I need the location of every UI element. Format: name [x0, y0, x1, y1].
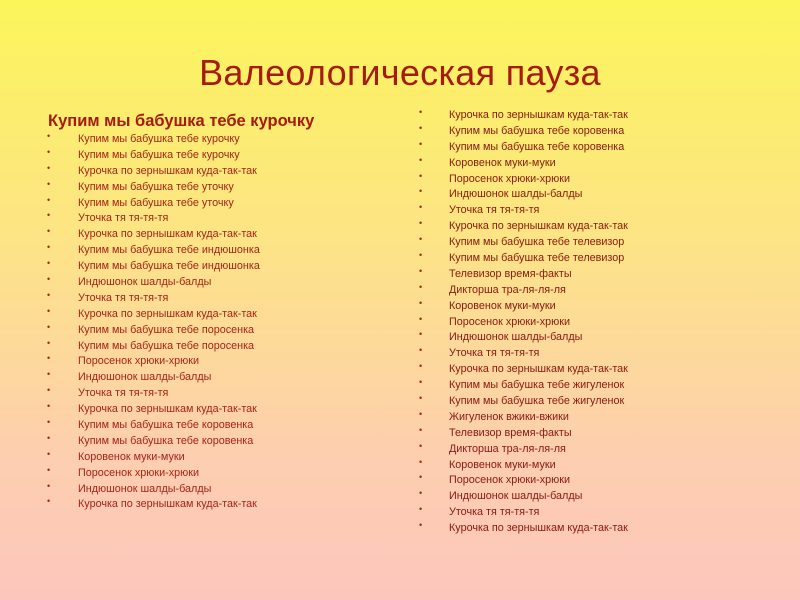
bullet-icon: • — [419, 234, 423, 245]
list-item-text: Дикторша тра-ля-ля-ля — [449, 442, 566, 455]
list-item — [418, 330, 628, 346]
list-item-text: Уточка тя тя-тя-тя — [78, 387, 169, 400]
bullet-icon: • — [419, 281, 423, 292]
list-item-text: Купим мы бабушка тебе жигуленок — [449, 379, 625, 392]
bullet-icon: • — [47, 305, 51, 316]
bullet-icon: • — [419, 218, 423, 229]
bullet-icon: • — [47, 417, 51, 428]
bullet-icon: • — [419, 520, 423, 531]
list-item-text: Купим мы бабушка тебе поросенка — [78, 339, 255, 352]
list-item — [46, 466, 260, 482]
list-item — [418, 172, 628, 188]
list-item — [46, 434, 260, 450]
list-item — [46, 354, 260, 370]
list-item — [46, 227, 260, 243]
list-item-text: Купим мы бабушка тебе индюшонка — [78, 244, 260, 257]
bullet-icon: • — [47, 258, 51, 269]
bullet-icon: • — [419, 202, 423, 213]
list-item-text: Индюшонок шалды-балды — [78, 482, 212, 495]
bullet-icon: • — [47, 432, 51, 443]
list-item — [418, 458, 628, 474]
bullet-icon: • — [419, 329, 423, 340]
list-item — [418, 203, 628, 219]
list-item — [46, 370, 260, 386]
bullet-icon: • — [419, 504, 423, 515]
list-item — [46, 132, 260, 148]
list-item-text: Купим мы бабушка тебе индюшонка — [78, 260, 260, 273]
list-item-text: Курочка по зернышкам куда-так-так — [78, 403, 257, 416]
bullet-icon: • — [47, 210, 51, 221]
list-item-text: Купим мы бабушка тебе коровенка — [449, 124, 625, 137]
bullet-icon: • — [419, 154, 423, 165]
list-item-text: Поросенок хрюки-хрюки — [78, 466, 199, 479]
list-item-text: Поросенок хрюки-хрюки — [78, 355, 199, 368]
list-item-text: Купим мы бабушка тебе телевизор — [449, 236, 625, 249]
bullet-icon: • — [419, 107, 423, 117]
list-item — [46, 402, 260, 418]
list-item-text: Индюшонок шалды-балды — [78, 371, 212, 384]
bullet-icon: • — [419, 170, 423, 181]
bullet-icon: • — [47, 274, 51, 285]
list-item — [418, 378, 628, 394]
bullet-icon: • — [419, 456, 423, 467]
list-item-text: Курочка по зернышкам куда-так-так — [78, 307, 257, 320]
bullet-icon: • — [419, 313, 423, 324]
list-item-text: Поросенок хрюки-хрюки — [449, 315, 570, 328]
bullet-icon: • — [419, 393, 423, 404]
bullet-icon: • — [47, 337, 51, 348]
bullet-icon: • — [47, 480, 51, 491]
list-item-text: Курочка по зернышкам куда-так-так — [78, 228, 257, 241]
list-item-text: Купим мы бабушка тебе уточку — [78, 196, 234, 209]
list-item — [46, 339, 260, 355]
bullet-icon: • — [419, 345, 423, 356]
bullet-icon: • — [47, 162, 51, 173]
list-item-text: Индюшонок шалды-балды — [449, 188, 583, 201]
list-item-text: Купим мы бабушка тебе коровенка — [78, 434, 254, 447]
list-item — [418, 124, 628, 140]
list-item-text: Уточка тя тя-тя-тя — [78, 291, 169, 304]
list-item-text: Индюшонок шалды-балды — [449, 490, 583, 503]
list-item — [46, 211, 260, 227]
bullet-icon: • — [419, 138, 423, 149]
list-item — [418, 505, 628, 521]
bullet-icon: • — [419, 472, 423, 483]
list-item — [418, 489, 628, 505]
list-item — [46, 307, 260, 323]
list-item-text: Коровенок муки-муки — [449, 299, 556, 312]
list-item-text: Курочка по зернышкам куда-так-так — [449, 363, 628, 376]
list-item — [46, 180, 260, 196]
bullet-icon: • — [47, 242, 51, 253]
list-item — [46, 243, 260, 259]
list-item — [418, 473, 628, 489]
bullet-icon: • — [47, 289, 51, 300]
list-item — [46, 497, 260, 513]
list-item-text: Телевизор время-факты — [449, 267, 572, 280]
list-item-text: Уточка тя тя-тя-тя — [78, 212, 169, 225]
list-item — [418, 156, 628, 172]
bullet-icon: • — [419, 265, 423, 276]
bullet-icon: • — [419, 186, 423, 197]
list-item — [418, 362, 628, 378]
list-item — [46, 196, 260, 212]
bullet-icon: • — [47, 194, 51, 205]
bullet-icon: • — [47, 321, 51, 332]
bullet-icon: • — [47, 131, 51, 141]
list-item — [418, 283, 628, 299]
list-item-text: Уточка тя тя-тя-тя — [449, 506, 540, 519]
bullet-icon: • — [47, 401, 51, 412]
slide-subtitle: Купим мы бабушка тебе курочку — [48, 112, 315, 130]
list-item-text: Купим мы бабушка тебе коровенка — [78, 419, 254, 432]
list-item-text: Коровенок муки-муки — [78, 450, 185, 463]
bullet-icon: • — [47, 226, 51, 237]
list-item-text: Телевизор время-факты — [449, 426, 572, 439]
list-item — [46, 482, 260, 498]
list-item-text: Купим мы бабушка тебе телевизор — [449, 252, 625, 265]
bullet-icon: • — [47, 178, 51, 189]
list-item-text: Купим мы бабушка тебе поросенка — [78, 323, 255, 336]
list-item-text: Жигуленок вжики-вжики — [449, 410, 569, 423]
bullet-icon: • — [419, 122, 423, 133]
list-item — [418, 346, 628, 362]
list-item-text: Индюшонок шалды-балды — [78, 276, 212, 289]
left-verse-list — [46, 132, 260, 513]
bullet-icon: • — [419, 377, 423, 388]
list-item — [418, 267, 628, 283]
list-item-text: Курочка по зернышкам куда-так-так — [449, 522, 628, 535]
list-item — [46, 275, 260, 291]
bullet-icon: • — [419, 424, 423, 435]
list-item — [418, 315, 628, 331]
bullet-icon: • — [47, 464, 51, 475]
list-item — [418, 442, 628, 458]
bullet-icon: • — [419, 297, 423, 308]
list-item — [418, 219, 628, 235]
bullet-icon: • — [47, 448, 51, 459]
list-item — [46, 164, 260, 180]
list-item — [418, 140, 628, 156]
list-item-text: Коровенок муки-муки — [449, 156, 556, 169]
list-item — [418, 394, 628, 410]
list-item-text: Купим мы бабушка тебе курочку — [78, 133, 240, 145]
list-item — [46, 450, 260, 466]
bullet-icon: • — [47, 496, 51, 507]
list-item — [46, 418, 260, 434]
list-item — [46, 323, 260, 339]
list-item-text: Дикторша тра-ля-ля-ля — [449, 283, 566, 296]
list-item — [418, 251, 628, 267]
right-verse-list — [418, 108, 628, 537]
list-item-text: Поросенок хрюки-хрюки — [449, 474, 570, 487]
list-item-text: Купим мы бабушка тебе курочку — [78, 148, 240, 161]
bullet-icon: • — [47, 353, 51, 364]
list-item — [418, 235, 628, 251]
list-item — [46, 291, 260, 307]
list-item-text: Коровенок муки-муки — [449, 458, 556, 471]
list-item-text: Поросенок хрюки-хрюки — [449, 172, 570, 185]
list-item — [418, 521, 628, 537]
list-item-text: Купим мы бабушка тебе жигуленок — [449, 395, 625, 408]
bullet-icon: • — [47, 385, 51, 396]
list-item-text: Курочка по зернышкам куда-так-так — [78, 498, 257, 511]
bullet-icon: • — [47, 369, 51, 380]
bullet-icon: • — [419, 361, 423, 372]
list-item — [46, 259, 260, 275]
list-item-text: Купим мы бабушка тебе уточку — [78, 180, 234, 193]
list-item-text: Курочка по зернышкам куда-так-так — [449, 109, 628, 121]
list-item — [46, 386, 260, 402]
list-item-text: Курочка по зернышкам куда-так-так — [449, 220, 628, 233]
list-item — [418, 410, 628, 426]
list-item-text: Купим мы бабушка тебе коровенка — [449, 140, 625, 153]
list-item-text: Курочка по зернышкам куда-так-так — [78, 164, 257, 177]
bullet-icon: • — [47, 146, 51, 157]
list-item — [418, 299, 628, 315]
slide-title: Валеологическая пауза — [199, 52, 601, 93]
list-item — [418, 108, 628, 124]
bullet-icon: • — [419, 250, 423, 261]
bullet-icon: • — [419, 408, 423, 419]
list-item — [418, 426, 628, 442]
list-item — [46, 148, 260, 164]
list-item — [418, 187, 628, 203]
list-item-text: Уточка тя тя-тя-тя — [449, 347, 540, 360]
list-item-text: Уточка тя тя-тя-тя — [449, 204, 540, 217]
list-item-text: Индюшонок шалды-балды — [449, 331, 583, 344]
bullet-icon: • — [419, 488, 423, 499]
bullet-icon: • — [419, 440, 423, 451]
